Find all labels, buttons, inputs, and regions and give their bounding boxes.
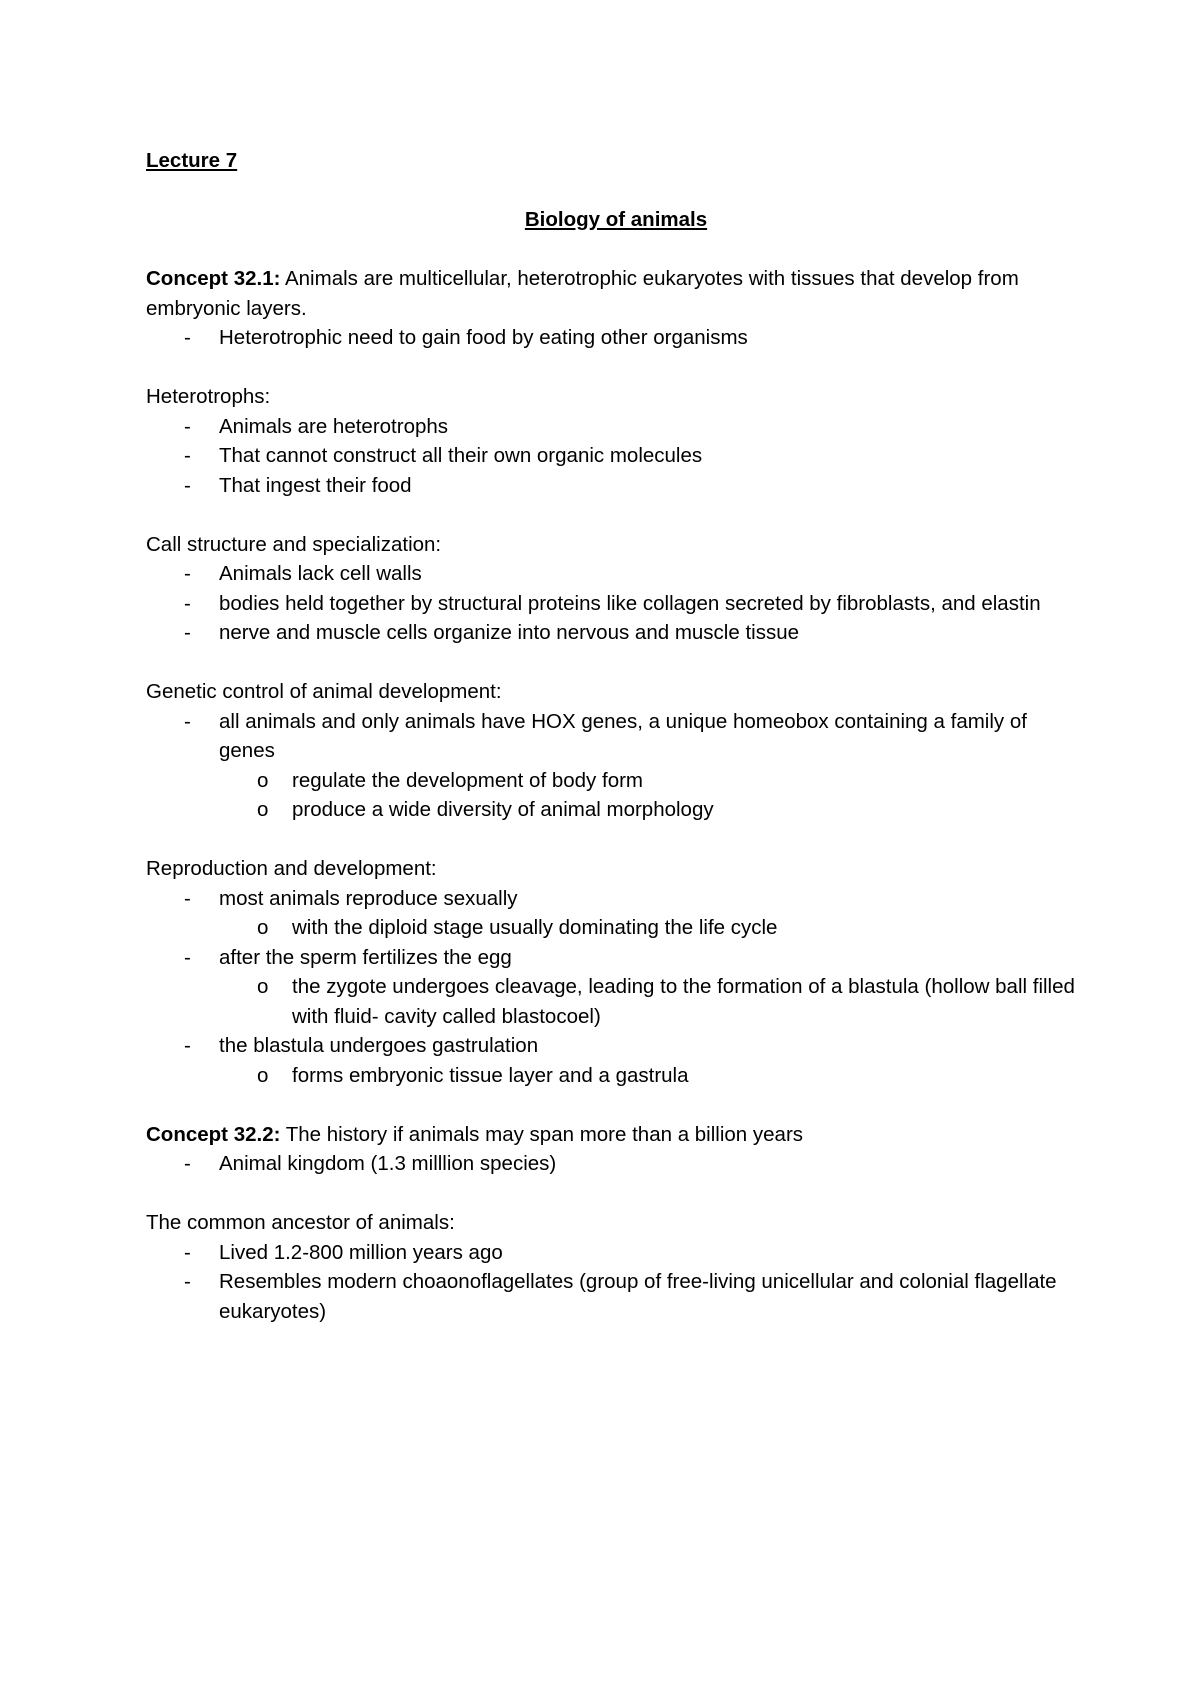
section-heading xyxy=(146,1120,1086,1150)
note-section xyxy=(146,530,1086,648)
document-title: Biology of animals xyxy=(524,208,708,231)
circle-bullet-icon: o xyxy=(257,1063,269,1087)
sub-bullet-list xyxy=(219,972,1086,1031)
dash-bullet-icon: - xyxy=(184,473,191,497)
section-heading xyxy=(146,530,1086,560)
dash-bullet-icon: - xyxy=(184,1034,191,1057)
heading-text: The common ancestor of animals: xyxy=(146,1211,455,1234)
list-item xyxy=(146,618,1086,648)
list-item xyxy=(146,884,1086,943)
heading-text: Call structure and specialization: xyxy=(146,532,442,556)
lecture-title: Lecture 7 xyxy=(146,149,238,172)
sub-list-item xyxy=(219,1061,1086,1091)
circle-bullet-icon: o xyxy=(257,916,269,939)
heading-text: Reproduction and development: xyxy=(146,857,437,880)
list-item xyxy=(146,1267,1086,1326)
sub-bullet-list xyxy=(219,913,1086,943)
list-item xyxy=(146,559,1086,589)
sub-list-item-text: regulate the development of body form xyxy=(292,768,643,792)
heading-text: Genetic control of animal development: xyxy=(146,680,502,703)
list-item-text: That cannot construct all their own organic molecules xyxy=(219,444,703,467)
list-item-text: the blastula undergoes gastrulation xyxy=(219,1034,539,1057)
dash-bullet-icon: - xyxy=(184,562,191,585)
dash-bullet-icon: - xyxy=(184,326,191,349)
note-section xyxy=(146,264,1086,353)
list-item xyxy=(146,943,1086,1032)
bullet-list xyxy=(146,707,1086,825)
list-item xyxy=(146,589,1086,619)
document-page xyxy=(146,146,1086,1326)
section-heading xyxy=(146,854,1086,884)
note-section xyxy=(146,382,1086,500)
bullet-list xyxy=(146,1149,1086,1179)
list-item xyxy=(146,471,1086,501)
list-item-text: Heterotrophic need to gain food by eating other organisms xyxy=(219,326,748,349)
list-item-text: bodies held together by structural proteins like collagen secreted by fibroblasts, and elastin xyxy=(219,591,1041,615)
sub-list-item xyxy=(219,913,1086,943)
list-item-text: Animals lack cell walls xyxy=(219,562,422,585)
heading-text: Animals are multicellular, heterotrophic eukaryotes with tissues that develop from embryonic layers. xyxy=(146,267,1019,320)
concept-label: Concept 32.2: xyxy=(146,1122,281,1146)
list-item xyxy=(146,1238,1086,1268)
sub-bullet-list xyxy=(219,766,1086,825)
dash-bullet-icon: - xyxy=(184,1270,191,1293)
section-heading xyxy=(146,677,1086,707)
section-heading xyxy=(146,382,1086,412)
note-section xyxy=(146,1120,1086,1179)
sub-list-item xyxy=(219,972,1086,1031)
dash-bullet-icon: - xyxy=(184,945,191,969)
bullet-list xyxy=(146,323,1086,353)
sub-list-item-text: the zygote undergoes cleavage, leading to the formation of a blastula (hollow ball filled with fluid- cavity called blastocoel) xyxy=(292,975,1075,1028)
section-heading xyxy=(146,1208,1086,1238)
list-item-text: Animals are heterotrophs xyxy=(219,414,449,438)
list-item xyxy=(146,323,1086,353)
list-item-text: That ingest their food xyxy=(219,473,412,497)
dash-bullet-icon: - xyxy=(184,1152,191,1175)
circle-bullet-icon: o xyxy=(257,975,269,998)
sub-list-item-text: with the diploid stage usually dominating the life cycle xyxy=(292,916,778,939)
sub-list-item xyxy=(219,795,1086,825)
sub-list-item-text: forms embryonic tissue layer and a gastrula xyxy=(292,1063,689,1087)
sub-list-item xyxy=(219,766,1086,796)
bullet-list xyxy=(146,559,1086,648)
sub-bullet-list xyxy=(219,1061,1086,1091)
bullet-list xyxy=(146,884,1086,1091)
list-item-text: after the sperm fertilizes the egg xyxy=(219,945,512,969)
dash-bullet-icon: - xyxy=(184,886,191,910)
dash-bullet-icon: - xyxy=(184,591,191,615)
note-section xyxy=(146,854,1086,1090)
bullet-list xyxy=(146,1238,1086,1327)
heading-text: The history if animals may span more than a billion years xyxy=(280,1122,804,1146)
note-section xyxy=(146,677,1086,825)
heading-text: Heterotrophs: xyxy=(146,385,271,408)
circle-bullet-icon: o xyxy=(257,768,269,792)
dash-bullet-icon: - xyxy=(184,709,191,733)
dash-bullet-icon: - xyxy=(184,444,191,467)
dash-bullet-icon: - xyxy=(184,414,191,438)
notes-body xyxy=(146,264,1086,1326)
list-item xyxy=(146,707,1086,825)
list-item-text: Resembles modern choaonoflagellates (group of free-living unicellular and colonial flagellate eukaryotes) xyxy=(219,1270,1057,1323)
list-item xyxy=(146,412,1086,442)
note-section xyxy=(146,1208,1086,1326)
list-item xyxy=(146,1149,1086,1179)
list-item xyxy=(146,441,1086,471)
list-item-text: Animal kingdom (1.3 milllion species) xyxy=(219,1152,557,1175)
list-item-text: most animals reproduce sexually xyxy=(219,886,518,910)
bullet-list xyxy=(146,412,1086,501)
list-item xyxy=(146,1031,1086,1090)
list-item-text: Lived 1.2-800 million years ago xyxy=(219,1240,503,1264)
section-heading xyxy=(146,264,1086,323)
list-item-text: all animals and only animals have HOX genes, a unique homeobox containing a family of genes xyxy=(219,709,1027,762)
sub-list-item-text: produce a wide diversity of animal morphology xyxy=(292,798,714,821)
circle-bullet-icon: o xyxy=(257,798,269,821)
dash-bullet-icon: - xyxy=(184,621,191,644)
list-item-text: nerve and muscle cells organize into nervous and muscle tissue xyxy=(219,621,799,644)
concept-label: Concept 32.1: xyxy=(146,267,281,290)
dash-bullet-icon: - xyxy=(184,1240,191,1264)
